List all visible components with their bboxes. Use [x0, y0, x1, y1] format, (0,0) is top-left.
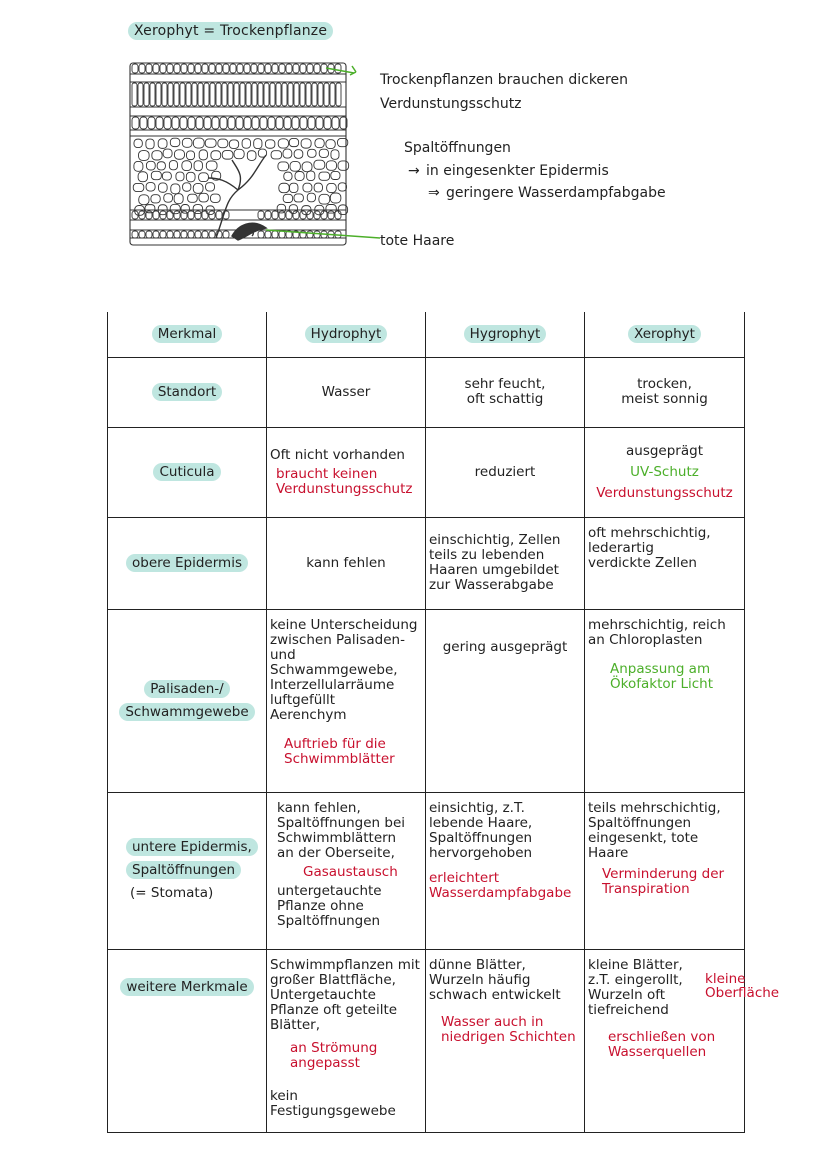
row-label-untere-epidermis: untere Epidermis, Spaltöffnungen (= Stomata) — [108, 792, 267, 949]
cell: trocken, meist sonnig — [585, 357, 745, 427]
cell: kann fehlen, Spaltöffnungen bei Schwimmblättern an der Oberseite, Gasaustausch untergetauchte Pflanze ohne Spaltöffnungen — [267, 792, 426, 949]
annotation-line: in eingesenkter Epidermis — [426, 162, 609, 179]
cell: einsichtig, z.T. lebende Haare, Spaltöffnungen hervorgehoben erleichtert Wasserdampfabgabe — [426, 792, 585, 949]
annotation-line: Trockenpflanzen brauchen dickeren — [380, 72, 628, 88]
cell: Schwimmpflanzen mit großer Blattfläche, Untergetauchte Pflanze oft geteilte Blätter, an Strömung angepasst kein Festigungsgewebe — [267, 949, 426, 1132]
table-row — [108, 792, 745, 949]
cell: sehr feucht, oft schattig — [426, 357, 585, 427]
header-hydrophyt: Hydrophyt — [267, 312, 426, 357]
table-header-row — [108, 312, 745, 357]
table-row — [108, 357, 745, 427]
header-xerophyt: Xerophyt — [585, 312, 745, 357]
cell: dünne Blätter, Wurzeln häufig schwach entwickelt Wasser auch in niedrigen Schichten — [426, 949, 585, 1132]
cell: gering ausgeprägt — [426, 609, 585, 792]
table-row — [108, 517, 745, 609]
table-row — [108, 949, 745, 1132]
header-merkmal: Merkmal — [108, 312, 267, 357]
comparison-table — [107, 312, 780, 1133]
cell: kleine Blätter, z.T. eingerollt, Wurzeln oft tiefreichend erschließen von Wasserquellen kleine Oberfläche — [585, 949, 745, 1132]
annotation-thick-protection — [380, 68, 628, 116]
cell: kann fehlen — [267, 517, 426, 609]
annotation-line: Verdunstungsschutz — [380, 96, 522, 112]
cell: einschichtig, Zellen teils zu lebenden Haaren umgebildet zur Wasserabgabe — [426, 517, 585, 609]
annotation-line: Spaltöffnungen — [404, 140, 511, 156]
row-label-obere-epidermis: obere Epidermis — [108, 517, 267, 609]
side-note-small-surface: kleine Oberfläche — [705, 970, 780, 1001]
leaf-cross-section-diagram — [126, 60, 386, 250]
row-label-weitere-merkmale: weitere Merkmale — [108, 949, 267, 1132]
cell: mehrschichtig, reich an Chloroplasten Anpassung am Ökofaktor Licht — [585, 609, 745, 792]
page-title: Xerophyt = Trockenpflanze — [128, 23, 333, 39]
row-label-standort: Standort — [108, 357, 267, 427]
row-label-palisaden: Palisaden-/ Schwammgewebe — [108, 609, 267, 792]
cell: Wasser — [267, 357, 426, 427]
annotation-dead-hairs: tote Haare — [380, 233, 455, 249]
cell: keine Unterscheidung zwischen Palisaden- und Schwammgewebe, Interzellularräume luftgefüllt Aerenchym Auftrieb für die Schwimmblätter — [267, 609, 426, 792]
cell: ausgeprägt UV-Schutz Verdunstungsschutz — [585, 427, 745, 517]
cell: oft mehrschichtig, lederartig verdickte Zellen — [585, 517, 745, 609]
table-row — [108, 427, 745, 517]
row-label-cuticula: Cuticula — [108, 427, 267, 517]
annotation-stomata — [404, 137, 666, 205]
cell: teils mehrschichtig, Spaltöffnungen eingesenkt, tote Haare Verminderung der Transpiration — [585, 792, 745, 949]
cell: Oft nicht vorhanden braucht keinen Verdunstungsschutz — [267, 427, 426, 517]
arrow-right-icon: → — [408, 162, 420, 179]
annotation-line: geringere Wasserdampfabgabe — [446, 185, 666, 201]
cell: reduziert — [426, 427, 585, 517]
header-hygrophyt: Hygrophyt — [426, 312, 585, 357]
table-row — [108, 609, 745, 792]
double-arrow-right-icon: ⇒ — [428, 185, 440, 201]
